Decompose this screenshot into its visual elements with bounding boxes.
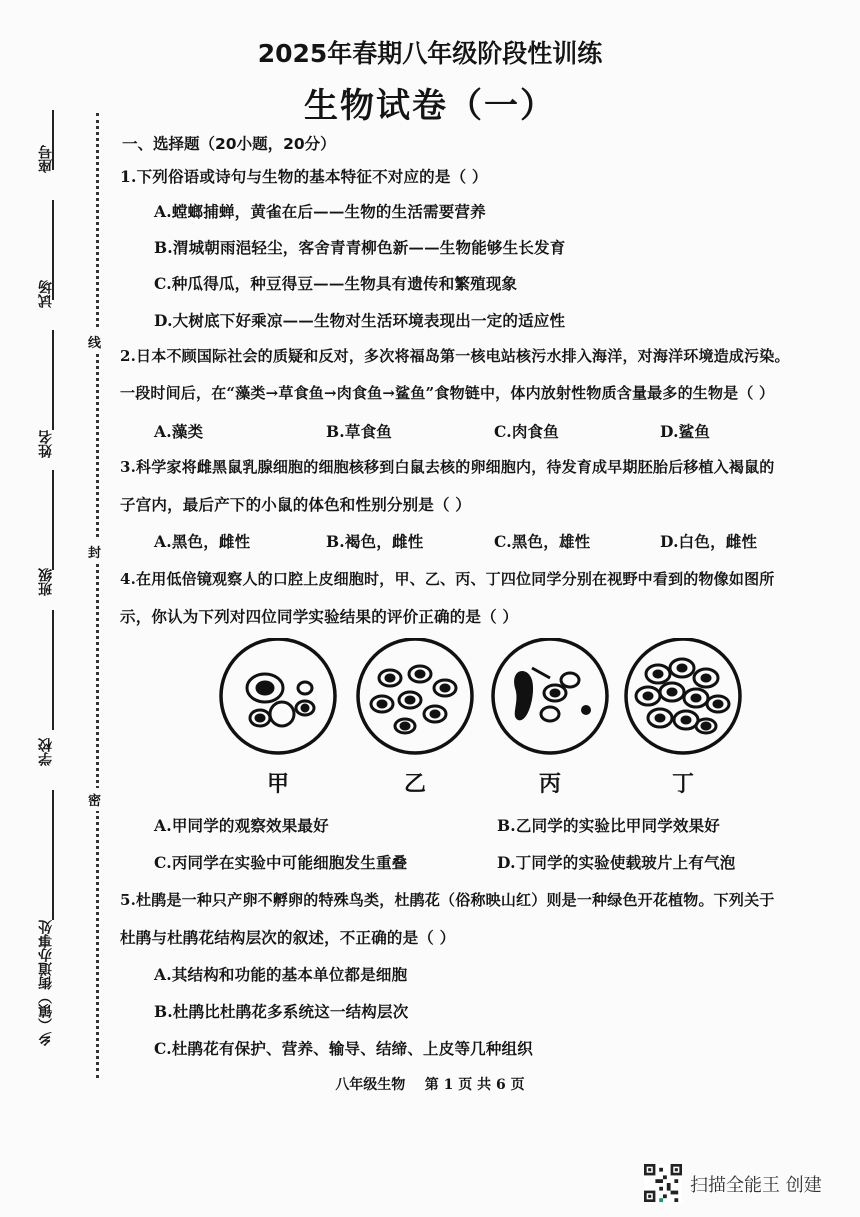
q4-stem-line2: 示，你认为下列对四位同学实验结果的评价正确的是（ ） (120, 607, 519, 626)
school-label: 学校 (38, 738, 54, 766)
q5-stem-line2: 杜鹃与杜鹃花结构层次的叙述，不正确的是（ ） (120, 928, 456, 947)
name-label: 姓名 (38, 430, 54, 458)
field-bing-cells (514, 668, 591, 721)
q2-option-a: A.藻类 (154, 422, 204, 441)
seal-char-seal: 封 (88, 540, 101, 563)
q1-option-c: C.种瓜得瓜，种豆得豆——生物具有遗传和繁殖现象 (154, 274, 518, 293)
exam-title-line1: 2025年春期八年级阶段性训练 (257, 39, 603, 68)
microscope-fields-svg (210, 638, 770, 758)
q5-stem-line1: 5.杜鹃是一种只产卵不孵卵的特殊鸟类，杜鹃花（俗称映山红）则是一种绿色开花植物。下列关于 (120, 891, 775, 909)
field-jia-cells (247, 674, 314, 726)
q5-option-a: A.其结构和功能的基本单位都是细胞 (154, 965, 408, 984)
q4-option-b: B.乙同学的实验比甲同学效果好 (497, 816, 720, 835)
q4-stem-line1: 4.在用低倍镜观察人的口腔上皮细胞时，甲、乙、丙、丁四位同学分别在视野中看到的物像如图所 (120, 570, 775, 588)
microscope-fields-figure (210, 638, 770, 762)
q5-option-b: B.杜鹃比杜鹃花多系统这一结构层次 (154, 1002, 409, 1021)
q1-stem: 1.下列俗语或诗句与生物的基本特征不对应的是（ ） (120, 167, 488, 186)
seal-char-secret: 密 (88, 788, 101, 811)
q4-option-a: A.甲同学的观察效果最好 (154, 816, 329, 835)
exam-title-line2: 生物试卷（一） (304, 86, 556, 126)
field-yi-cells (371, 666, 456, 733)
seal-char-line: 线 (88, 330, 101, 353)
figure-label-bing: 丙 (538, 772, 561, 797)
q3-option-b: B.褐色，雌性 (326, 532, 424, 551)
q1-option-d: D.大树底下好乘凉——生物对生活环境表现出一定的适应性 (154, 311, 566, 330)
field-yi-circle (358, 639, 472, 753)
page-footer: 八年级生物 第 1 页 共 6 页 (335, 1077, 525, 1093)
q2-stem-line1: 2.日本不顾国际社会的质疑和反对，多次将福岛第一核电站核污水排入海洋，对海洋环境造成污染。 (120, 347, 790, 365)
q2-option-b: B.草食鱼 (326, 422, 392, 441)
q3-stem-line2: 子宫内，最后产下的小鼠的体色和性别分别是（ ） (120, 495, 471, 514)
seat-label: 座号 (38, 145, 54, 173)
office-label: 乡（镇）街道办事处 (38, 920, 54, 1046)
q4-option-c: C.丙同学在实验中可能细胞发生重叠 (154, 853, 408, 872)
office-underline (52, 790, 54, 920)
figure-label-jia: 甲 (266, 772, 289, 797)
figure-label-yi: 乙 (403, 772, 426, 797)
q4-option-d: D.丁同学的实验使载玻片上有气泡 (497, 853, 736, 872)
q1-option-b: B.渭城朝雨浥轻尘，客舍青青柳色新——生物能够生长发育 (154, 238, 566, 257)
figure-label-ding: 丁 (671, 772, 694, 797)
scanner-watermark: 扫描全能王 创建 (690, 1175, 822, 1196)
seal-dotted-line (96, 113, 99, 1078)
name-underline (52, 330, 54, 430)
section-heading: 一、选择题（20小题，20分） (122, 135, 336, 153)
field-ding-cells (636, 659, 729, 733)
q3-option-c: C.黑色，雄性 (494, 532, 591, 551)
class-underline (52, 470, 54, 570)
q3-option-d: D.白色，雌性 (660, 532, 758, 551)
school-underline (52, 610, 54, 730)
field-bing-circle (493, 639, 607, 753)
q3-stem-line1: 3.科学家将雌黑鼠乳腺细胞的细胞核移到白鼠去核的卵细胞内，待发育成早期胚胎后移植入褐鼠的 (120, 458, 775, 476)
room-label: 试场 (38, 280, 54, 308)
qr-code-icon (644, 1164, 682, 1202)
q5-option-c: C.杜鹃花有保护、营养、输导、结缔、上皮等几种组织 (154, 1039, 533, 1058)
q2-stem-line2: 一段时间后，在“藻类→草食鱼→肉食鱼→鲨鱼”食物链中，体内放射性物质含量最多的生物是（ ） (120, 384, 775, 402)
q2-option-d: D.鲨鱼 (660, 422, 711, 441)
q2-option-c: C.肉食鱼 (494, 422, 559, 441)
q1-option-a: A.螳螂捕蝉，黄雀在后——生物的生活需要营养 (154, 202, 486, 221)
class-label: 班级 (38, 568, 54, 596)
q3-option-a: A.黑色，雌性 (154, 532, 251, 551)
